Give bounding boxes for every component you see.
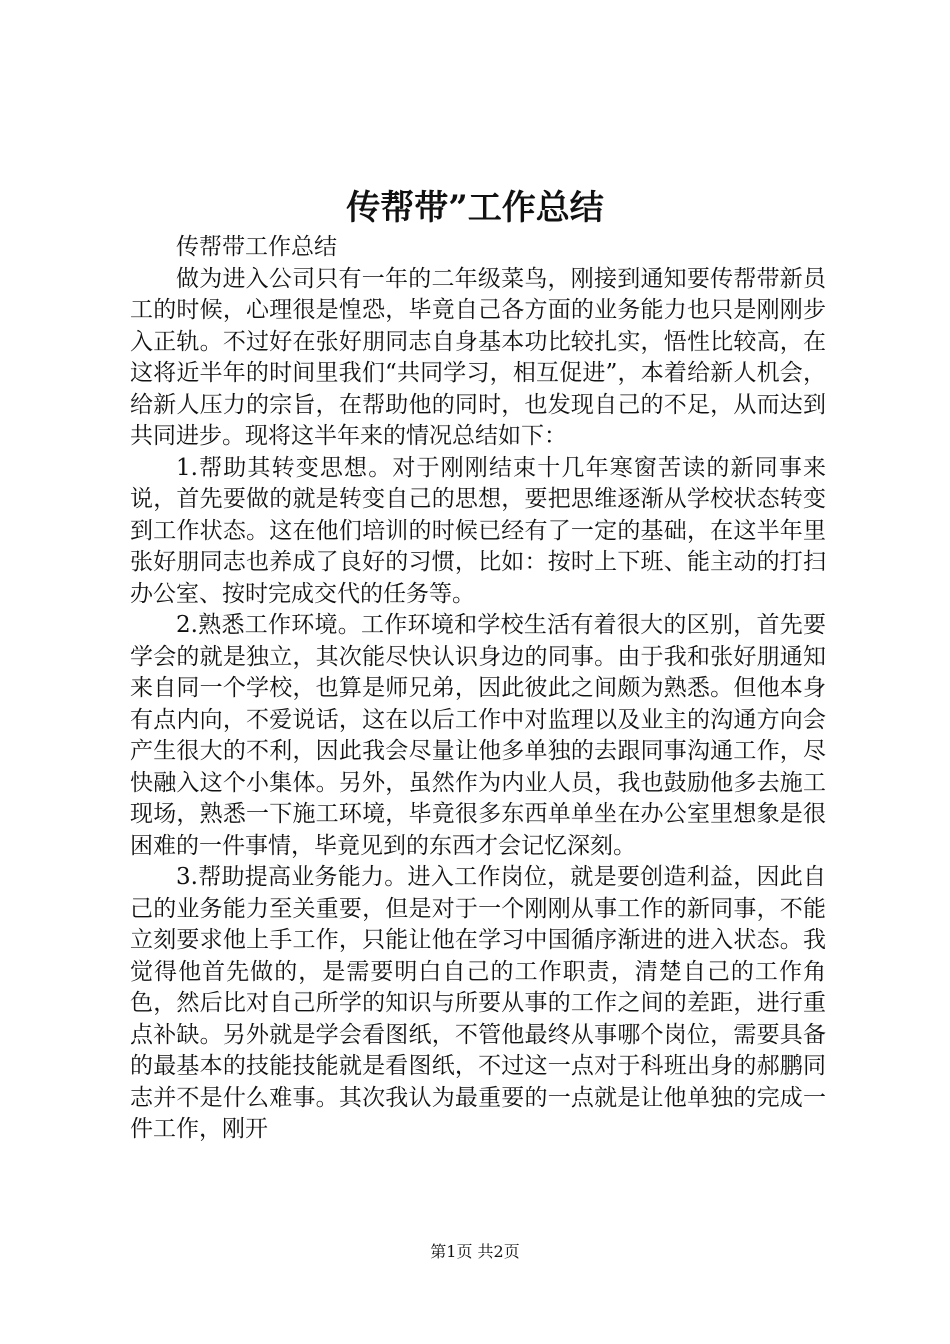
- subtitle-paragraph: 传帮带工作总结: [176, 234, 337, 260]
- document-body: [130, 232, 826, 1146]
- intro-paragraph: 做为进入公司只有一年的二年级菜鸟，刚接到通知要传帮带新员工的时候，心理很是惶恐，毕竟自己各方面的业务能力也只是刚刚步入正轨。不过好在张好朋同志自身基本功比较扎实，悟性比较高，在这将近半年的时间里我们“共同学习，相互促进”，本着给新人机会，给新人压力的宗旨，在帮助他的同时，也发现自己的不足，从而达到共同进步。现将这半年来的情况总结如下：: [130, 265, 826, 449]
- section-3-paragraph: 3.帮助提高业务能力。进入工作岗位，就是要创造利益，因此自己的业务能力至关重要，但是对于一个刚刚从事工作的新同事，不能立刻要求他上手工作，只能让他在学习中国循序渐进的进入状态。我觉得他首先做的，是需要明白自己的工作职责，清楚自己的工作角色，然后比对自己所学的知识与所要从事的工作之间的差距，进行重点补缺。另外就是学会看图纸，不管他最终从事哪个岗位，需要具备的最基本的技能技能就是看图纸，不过这一点对于科班出身的郝鹏同志并不是什么难事。其次我认为最重要的一点就是让他单独的完成一件工作，刚开: [130, 864, 826, 1142]
- document-title: 传帮带”工作总结: [346, 188, 604, 228]
- section-2-paragraph: 2.熟悉工作环境。工作环境和学校生活有着很大的区别，首先要学会的就是独立，其次能尽快认识身边的同事。由于我和张好朋通知来自同一个学校，也算是师兄弟，因此彼此之间颇为熟悉。但他本身有点内向，不爱说话，这在以后工作中对监理以及业主的沟通方向会产生很大的不利，因此我会尽量让他多单独的去跟同事沟通工作，尽快融入这个小集体。另外，虽然作为内业人员，我也鼓励他多去施工现场，熟悉一下施工环境，毕竟很多东西单单坐在办公室里想象是很困难的一件事情，毕竟见到的东西才会记忆深刻。: [130, 612, 826, 859]
- page-footer: 第1页 共2页: [430, 1242, 520, 1261]
- section-1-paragraph: 1.帮助其转变思想。对于刚刚结束十几年寒窗苦读的新同事来说，首先要做的就是转变自己的思想，要把思维逐渐从学校状态转变到工作状态。这在他们培训的时候已经有了一定的基础，在这半年里张好朋同志也养成了良好的习惯，比如：按时上下班、能主动的打扫办公室、按时完成交代的任务等。: [130, 454, 826, 607]
